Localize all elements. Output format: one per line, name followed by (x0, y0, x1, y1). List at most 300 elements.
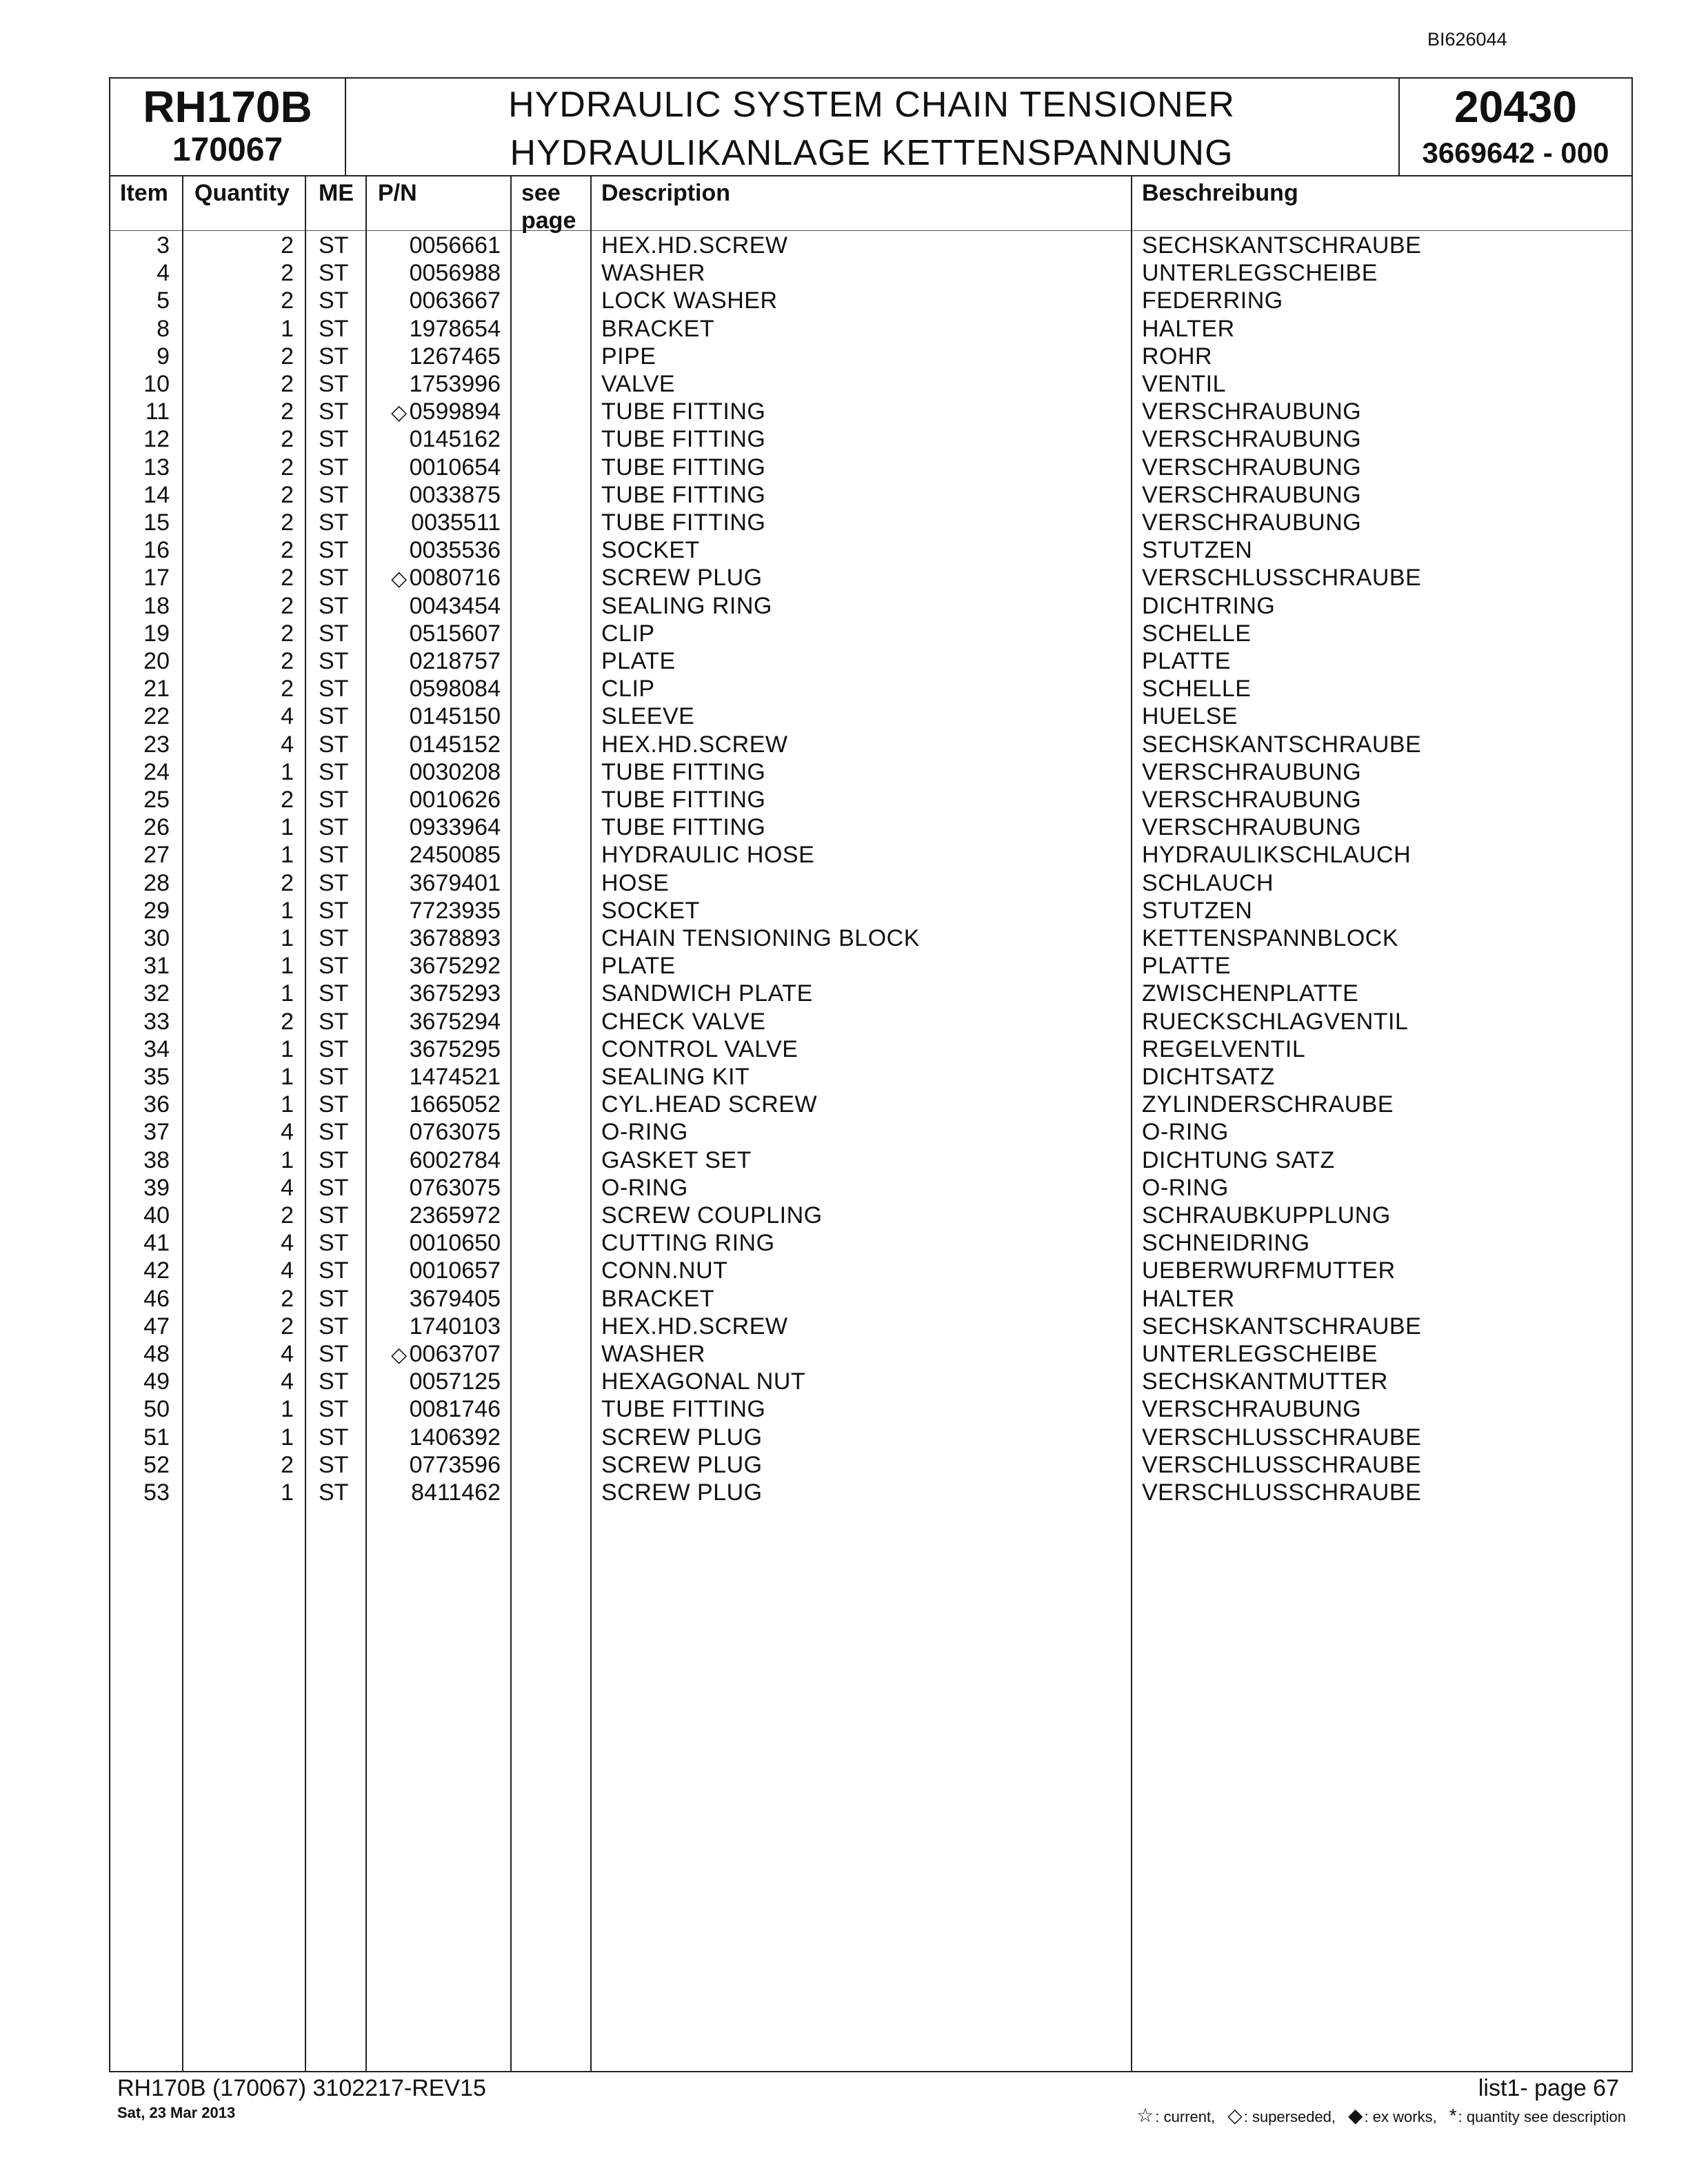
table-row (110, 786, 1631, 813)
part-number-value: 3679401 (409, 869, 501, 896)
quantity-value: 1 (281, 1035, 294, 1062)
table-row (110, 1174, 1631, 1202)
unit-value: ST (319, 343, 349, 370)
description-value: SEALING KIT (601, 1064, 750, 1090)
description-value: TUBE FITTING (601, 481, 766, 508)
unit-value: ST (319, 814, 349, 841)
item-number: 28 (143, 869, 170, 896)
beschreibung-value: KETTENSPANNBLOCK (1142, 925, 1399, 951)
quantity-value: 2 (281, 537, 294, 564)
part-number-cell (410, 647, 501, 675)
unit-value: ST (319, 1008, 349, 1035)
table-row (110, 232, 1631, 259)
part-number-value: 0057125 (409, 1368, 501, 1395)
title-german: HYDRAULIKANLAGE KETTENSPANNUNG (510, 133, 1234, 173)
parts-list-frame (109, 77, 1633, 2072)
quantity-value: 2 (281, 1202, 294, 1228)
part-number-cell (410, 454, 501, 481)
unit-value: ST (319, 1451, 349, 1478)
table-row (110, 1202, 1631, 1229)
beschreibung-value: VERSCHRAUBUNG (1142, 398, 1362, 425)
unit-value: ST (319, 537, 349, 564)
quantity-value: 1 (281, 897, 294, 924)
footer-reference: RH170B (170067) 3102217-REV15 (117, 2075, 486, 2101)
beschreibung-value: DICHTSATZ (1142, 1064, 1275, 1090)
beschreibung-value: UNTERLEGSCHEIBE (1142, 260, 1378, 287)
description-value: O-RING (601, 1174, 688, 1201)
part-number-cell (410, 1368, 501, 1395)
part-number-cell (410, 1451, 501, 1479)
table-row (110, 398, 1631, 425)
part-number-value: 0056661 (409, 232, 501, 259)
description-value: TUBE FITTING (601, 758, 766, 785)
item-number: 21 (143, 676, 170, 702)
item-number: 4 (157, 260, 170, 287)
beschreibung-value: SCHNEIDRING (1142, 1230, 1310, 1257)
part-number-value: 0035511 (411, 509, 501, 536)
part-number-cell (410, 702, 501, 730)
table-row (110, 1313, 1631, 1340)
col-quantity-header: Quantity (194, 180, 290, 206)
unit-value: ST (319, 1424, 349, 1450)
table-row (110, 1424, 1631, 1451)
beschreibung-value: ZYLINDERSCHRAUBE (1142, 1091, 1394, 1118)
part-number-value: 0515607 (409, 620, 501, 647)
part-number-value: 0010650 (409, 1230, 501, 1257)
beschreibung-value: VERSCHRAUBUNG (1142, 426, 1362, 453)
unit-value: ST (319, 1146, 349, 1173)
quantity-value: 2 (281, 592, 294, 619)
table-row (110, 897, 1631, 924)
description-value: TUBE FITTING (601, 1396, 766, 1423)
item-number: 24 (143, 758, 170, 785)
description-value: SEALING RING (601, 592, 772, 619)
table-row (110, 1118, 1631, 1146)
part-number-value: 0081746 (409, 1396, 501, 1423)
description-value: SCREW PLUG (601, 1479, 763, 1506)
part-number-cell (410, 1091, 501, 1118)
table-row (110, 1257, 1631, 1284)
part-number-value: 0063707 (409, 1341, 501, 1367)
unit-value: ST (319, 398, 349, 425)
part-number-value: 8411462 (411, 1479, 501, 1506)
part-number-cell (410, 370, 501, 398)
description-value: LOCK WASHER (601, 287, 778, 314)
item-number: 34 (143, 1035, 170, 1062)
item-number: 33 (143, 1008, 170, 1035)
part-number-cell (389, 1340, 501, 1369)
item-number: 51 (143, 1424, 170, 1450)
unit-value: ST (319, 758, 349, 785)
item-number: 3 (157, 232, 170, 259)
unit-value: ST (319, 565, 349, 592)
beschreibung-value: SCHLAUCH (1142, 869, 1274, 896)
unit-value: ST (319, 287, 349, 314)
part-number-cell (410, 924, 501, 952)
item-number: 41 (143, 1230, 170, 1257)
footer-page-number: list1- page 67 (1478, 2075, 1619, 2101)
part-number-cell (410, 841, 501, 869)
beschreibung-value: ZWISCHENPLATTE (1142, 980, 1359, 1007)
quantity-value: 1 (281, 1064, 294, 1090)
unit-value: ST (319, 1396, 349, 1423)
part-number-value: 0763075 (409, 1119, 501, 1146)
table-row (110, 1285, 1631, 1313)
description-value: TUBE FITTING (601, 787, 766, 813)
table-row (110, 1091, 1631, 1118)
unit-value: ST (319, 1341, 349, 1367)
unit-value: ST (319, 426, 349, 453)
part-number-value: 1665052 (409, 1091, 501, 1118)
col-page-header: page (521, 208, 576, 234)
group-cell (1398, 79, 1633, 175)
description-value: TUBE FITTING (601, 426, 766, 453)
part-number-value: 0033875 (409, 481, 501, 508)
model-cell (110, 79, 346, 175)
legend-text: : ex works, (1364, 2108, 1437, 2125)
part-number-cell (410, 1395, 501, 1423)
symbol-legend (1132, 2104, 1634, 2127)
quantity-value: 4 (281, 1119, 294, 1146)
unit-value: ST (319, 1479, 349, 1506)
description-value: PLATE (601, 953, 676, 980)
part-number-value: 0056988 (409, 260, 501, 287)
description-value: SLEEVE (601, 703, 695, 730)
item-number: 5 (157, 287, 170, 314)
diamond-filled-icon: ◆ (1348, 2105, 1363, 2126)
part-number-value: 0598084 (409, 676, 501, 702)
table-row (110, 702, 1631, 730)
table-row (110, 509, 1631, 536)
item-number: 32 (143, 980, 170, 1007)
part-number-value: 7723935 (409, 897, 501, 924)
table-row (110, 1035, 1631, 1063)
part-number-value: 3678893 (409, 925, 501, 951)
description-value: BRACKET (601, 1285, 715, 1312)
table-row (110, 869, 1631, 897)
beschreibung-value: SECHSKANTSCHRAUBE (1142, 1313, 1422, 1339)
part-number-cell (410, 1313, 501, 1340)
part-number-cell (411, 1479, 501, 1506)
part-number-cell (410, 1008, 501, 1035)
beschreibung-value: UNTERLEGSCHEIBE (1142, 1341, 1378, 1367)
description-value: VALVE (601, 371, 676, 397)
footer-date: Sat, 23 Mar 2013 (117, 2104, 236, 2121)
quantity-value: 1 (281, 1479, 294, 1506)
part-number-value: 0043454 (409, 592, 501, 619)
quantity-value: 4 (281, 1174, 294, 1201)
item-number: 52 (143, 1451, 170, 1478)
beschreibung-value: SECHSKANTSCHRAUBE (1142, 731, 1422, 758)
quantity-value: 2 (281, 232, 294, 259)
superseded-icon: ◇ (391, 1344, 408, 1366)
unit-value: ST (319, 1257, 349, 1284)
quantity-value: 2 (281, 398, 294, 425)
beschreibung-value: O-RING (1142, 1174, 1229, 1201)
beschreibung-value: O-RING (1142, 1119, 1229, 1146)
description-value: BRACKET (601, 315, 715, 342)
description-value: HEX.HD.SCREW (601, 232, 788, 259)
quantity-value: 2 (281, 1451, 294, 1478)
beschreibung-value: VERSCHRAUBUNG (1142, 758, 1362, 785)
unit-value: ST (319, 1091, 349, 1118)
beschreibung-value: PLATTE (1142, 648, 1231, 674)
quantity-value: 4 (281, 703, 294, 730)
unit-value: ST (319, 731, 349, 758)
description-value: CLIP (601, 676, 655, 702)
part-number-value: 0080716 (409, 565, 501, 592)
col-description-header: Description (601, 180, 731, 206)
table-row (110, 259, 1631, 287)
beschreibung-value: DICHTRING (1142, 592, 1276, 619)
table-row (110, 841, 1631, 869)
unit-value: ST (319, 869, 349, 896)
part-number-value: 0218757 (409, 648, 501, 674)
beschreibung-value: SCHRAUBKUPPLUNG (1142, 1202, 1391, 1228)
quantity-value: 1 (281, 758, 294, 785)
unit-value: ST (319, 1064, 349, 1090)
part-number-cell (410, 620, 501, 647)
table-row (110, 1063, 1631, 1091)
table-row (110, 675, 1631, 702)
beschreibung-value: HALTER (1142, 1285, 1235, 1312)
group-number: 20430 (1454, 82, 1577, 132)
item-number: 50 (143, 1396, 170, 1423)
part-number-value: 2365972 (409, 1202, 501, 1228)
quantity-value: 4 (281, 1368, 294, 1395)
description-value: CHAIN TENSIONING BLOCK (601, 925, 920, 951)
col-pn-header: P/N (378, 180, 417, 206)
item-number: 20 (143, 648, 170, 674)
unit-value: ST (319, 481, 349, 508)
part-number-cell (410, 1063, 501, 1091)
unit-value: ST (319, 1230, 349, 1257)
item-number: 16 (143, 537, 170, 564)
table-row (110, 1368, 1631, 1395)
description-value: SCREW COUPLING (601, 1202, 823, 1228)
item-number: 9 (157, 343, 170, 370)
item-number: 18 (143, 592, 170, 619)
quantity-value: 2 (281, 787, 294, 813)
unit-value: ST (319, 1035, 349, 1062)
part-number-cell (389, 398, 501, 427)
beschreibung-value: VENTIL (1142, 371, 1227, 397)
table-row (110, 1395, 1631, 1423)
beschreibung-value: PLATTE (1142, 953, 1231, 980)
beschreibung-value: REGELVENTIL (1142, 1035, 1306, 1062)
description-value: SANDWICH PLATE (601, 980, 813, 1007)
unit-value: ST (319, 1119, 349, 1146)
part-number-value: 0933964 (409, 814, 501, 841)
table-row (110, 425, 1631, 453)
quantity-value: 1 (281, 980, 294, 1007)
quantity-value: 2 (281, 565, 294, 592)
table-row (110, 952, 1631, 980)
part-number-value: 1978654 (409, 315, 501, 342)
table-row (110, 813, 1631, 841)
description-value: HYDRAULIC HOSE (601, 842, 815, 869)
part-number-cell (410, 897, 501, 924)
item-number: 36 (143, 1091, 170, 1118)
part-number-cell (410, 1174, 501, 1202)
part-number-value: 0063667 (409, 287, 501, 314)
part-number-value: 1267465 (409, 343, 501, 370)
description-value: TUBE FITTING (601, 454, 766, 481)
item-number: 42 (143, 1257, 170, 1284)
quantity-value: 2 (281, 426, 294, 453)
unit-value: ST (319, 315, 349, 342)
item-number: 12 (143, 426, 170, 453)
quantity-value: 2 (281, 371, 294, 397)
quantity-value: 4 (281, 1257, 294, 1284)
asterisk-icon: * (1449, 2105, 1457, 2126)
unit-value: ST (319, 260, 349, 287)
superseded-icon: ◇ (391, 401, 408, 425)
unit-value: ST (319, 676, 349, 702)
document-code: BI626044 (1427, 29, 1507, 50)
description-value: CYL.HEAD SCREW (601, 1091, 818, 1118)
quantity-value: 1 (281, 315, 294, 342)
description-value: WASHER (601, 1341, 705, 1367)
description-value: CHECK VALVE (601, 1008, 766, 1035)
beschreibung-value: HALTER (1142, 315, 1235, 342)
quantity-value: 2 (281, 481, 294, 508)
quantity-value: 2 (281, 260, 294, 287)
quantity-value: 2 (281, 343, 294, 370)
table-row (110, 758, 1631, 786)
part-number-cell (410, 536, 501, 564)
item-number: 37 (143, 1119, 170, 1146)
beschreibung-value: RUECKSCHLAGVENTIL (1142, 1008, 1409, 1035)
unit-value: ST (319, 648, 349, 674)
beschreibung-value: SECHSKANTSCHRAUBE (1142, 232, 1422, 259)
item-number: 15 (143, 509, 170, 536)
table-row (110, 287, 1631, 314)
description-value: SCREW PLUG (601, 1424, 763, 1450)
part-number-cell (410, 1202, 501, 1229)
description-value: O-RING (601, 1119, 688, 1146)
part-number-cell (410, 287, 501, 314)
table-row (110, 481, 1631, 509)
superseded-icon: ◇ (391, 567, 408, 591)
beschreibung-value: HYDRAULIKSCHLAUCH (1142, 842, 1411, 869)
item-number: 23 (143, 731, 170, 758)
beschreibung-value: VERSCHRAUBUNG (1142, 1396, 1362, 1423)
unit-value: ST (319, 1313, 349, 1339)
legend-text: : current, (1155, 2108, 1216, 2125)
part-number-value: 0010654 (409, 454, 501, 481)
part-number-value: 0145150 (409, 703, 501, 730)
quantity-value: 2 (281, 869, 294, 896)
item-number: 31 (143, 953, 170, 980)
description-value: CONTROL VALVE (601, 1035, 798, 1062)
description-value: SOCKET (601, 537, 700, 564)
description-value: HEX.HD.SCREW (601, 1313, 788, 1339)
part-number-cell (410, 592, 501, 620)
part-number-cell (410, 1229, 501, 1257)
item-number: 19 (143, 620, 170, 647)
unit-value: ST (319, 371, 349, 397)
table-row (110, 731, 1631, 758)
part-number-value: 3675294 (409, 1008, 501, 1035)
part-number-cell (410, 259, 501, 287)
description-value: TUBE FITTING (601, 814, 766, 841)
part-number-cell (410, 315, 501, 343)
part-number-value: 0145152 (409, 731, 501, 758)
part-number-value: 1474521 (409, 1064, 501, 1090)
unit-value: ST (319, 703, 349, 730)
table-row (110, 1008, 1631, 1035)
beschreibung-value: UEBERWURFMUTTER (1142, 1257, 1396, 1284)
item-number: 27 (143, 842, 170, 869)
item-number: 35 (143, 1064, 170, 1090)
part-number-cell (410, 343, 501, 370)
part-number-cell (410, 1118, 501, 1146)
part-number-value: 3675295 (409, 1035, 501, 1062)
serial-number: 170067 (172, 132, 283, 168)
table-row (110, 647, 1631, 675)
beschreibung-value: VERSCHLUSSCHRAUBE (1142, 1424, 1422, 1450)
part-number-cell (410, 786, 501, 813)
unit-value: ST (319, 980, 349, 1007)
item-number: 10 (143, 371, 170, 397)
part-number-cell (410, 1257, 501, 1284)
item-number: 30 (143, 925, 170, 951)
part-number-cell (410, 481, 501, 509)
part-number-cell (410, 1424, 501, 1451)
document-number: 3669642 - 000 (1422, 136, 1609, 169)
description-value: HEXAGONAL NUT (601, 1368, 806, 1395)
unit-value: ST (319, 1285, 349, 1312)
beschreibung-value: ROHR (1142, 343, 1213, 370)
part-number-cell (410, 980, 501, 1007)
quantity-value: 1 (281, 842, 294, 869)
table-row (110, 1340, 1631, 1368)
part-number-value: 3679405 (409, 1285, 501, 1312)
beschreibung-value: VERSCHLUSSCHRAUBE (1142, 565, 1422, 592)
part-number-value: 1740103 (409, 1313, 501, 1339)
item-number: 17 (143, 565, 170, 592)
beschreibung-value: VERSCHRAUBUNG (1142, 787, 1362, 813)
quantity-value: 2 (281, 620, 294, 647)
quantity-value: 4 (281, 731, 294, 758)
item-number: 53 (143, 1479, 170, 1506)
unit-value: ST (319, 953, 349, 980)
beschreibung-value: STUTZEN (1142, 537, 1253, 564)
description-value: CUTTING RING (601, 1230, 775, 1257)
item-number: 13 (143, 454, 170, 481)
description-value: SCREW PLUG (601, 1451, 763, 1478)
beschreibung-value: VERSCHRAUBUNG (1142, 481, 1362, 508)
part-number-cell (410, 1146, 501, 1174)
table-row (110, 980, 1631, 1007)
description-value: GASKET SET (601, 1146, 752, 1173)
quantity-value: 1 (281, 1424, 294, 1450)
description-value: HEX.HD.SCREW (601, 731, 788, 758)
part-number-cell (410, 1285, 501, 1313)
table-row (110, 564, 1631, 592)
table-row (110, 370, 1631, 398)
unit-value: ST (319, 232, 349, 259)
quantity-value: 2 (281, 509, 294, 536)
part-number-value: 6002784 (409, 1146, 501, 1173)
description-value: CLIP (601, 620, 655, 647)
unit-value: ST (319, 1368, 349, 1395)
unit-value: ST (319, 787, 349, 813)
part-number-value: 0010626 (409, 787, 501, 813)
quantity-value: 1 (281, 814, 294, 841)
beschreibung-value: VERSCHRAUBUNG (1142, 454, 1362, 481)
